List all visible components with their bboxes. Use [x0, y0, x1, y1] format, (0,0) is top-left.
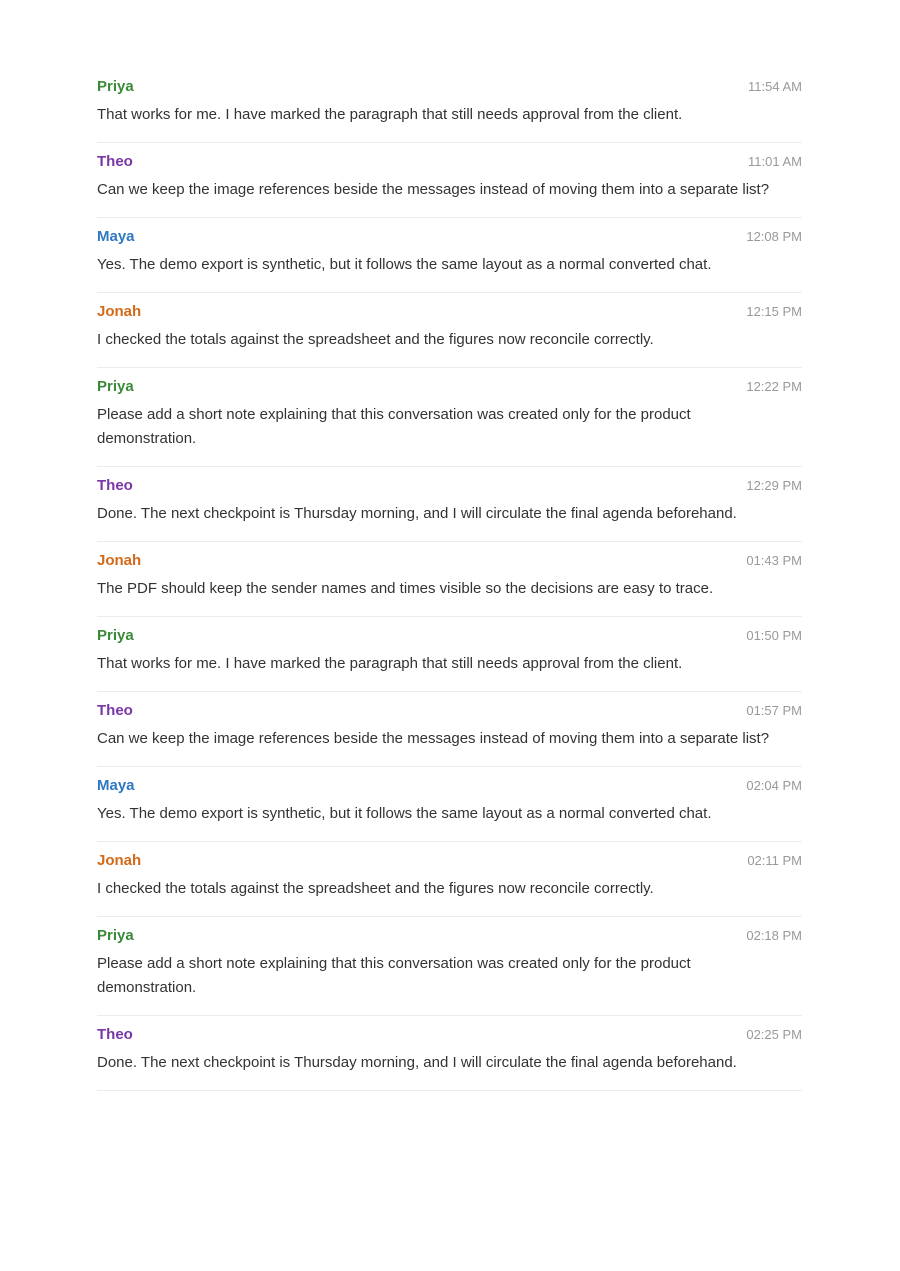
- message-item: [97, 692, 802, 767]
- sender-name: Jonah: [97, 303, 142, 320]
- message-item: [97, 842, 802, 917]
- sender-name: Maya: [97, 777, 135, 794]
- message-text: That works for me. I have marked the paragraph that still needs approval from the client.: [97, 106, 683, 123]
- message-text: Yes. The demo export is synthetic, but it follows the same layout as a normal converted chat.: [97, 805, 712, 822]
- message-time: 12:29 PM: [746, 478, 802, 493]
- message-header: [97, 776, 802, 796]
- message-time: 02:11 PM: [747, 853, 802, 868]
- message-text: Can we keep the image references beside the messages instead of moving them into a separate list?: [97, 181, 770, 198]
- message-header: [97, 77, 802, 97]
- sender-name: Theo: [97, 702, 133, 719]
- message-time: 02:18 PM: [746, 928, 802, 943]
- sender-name: Jonah: [97, 552, 142, 569]
- message-item: [97, 542, 802, 617]
- message-time: 12:22 PM: [746, 379, 802, 394]
- message-item: [97, 917, 802, 1016]
- message-text: That works for me. I have marked the paragraph that still needs approval from the client.: [97, 655, 683, 672]
- message-header: [97, 626, 802, 646]
- message-item: [97, 767, 802, 842]
- message-text: The PDF should keep the sender names and times visible so the decisions are easy to trace.: [97, 580, 714, 597]
- message-list: [97, 68, 802, 1091]
- sender-name: Theo: [97, 477, 133, 494]
- message-header: [97, 701, 802, 721]
- message-header: [97, 851, 802, 871]
- message-text: Please add a short note explaining that this conversation was created only for the product demonstration.: [97, 406, 691, 447]
- message-header: [97, 302, 802, 322]
- message-text: Yes. The demo export is synthetic, but it follows the same layout as a normal converted chat.: [97, 256, 712, 273]
- sender-name: Maya: [97, 228, 135, 245]
- message-item: [97, 467, 802, 542]
- message-time: 12:08 PM: [746, 229, 802, 244]
- sender-name: Theo: [97, 1026, 133, 1043]
- message-time: 11:01 AM: [748, 154, 802, 169]
- message-header: [97, 926, 802, 946]
- message-header: [97, 377, 802, 397]
- message-time: 01:50 PM: [746, 628, 802, 643]
- sender-name: Priya: [97, 927, 134, 944]
- message-time: 01:43 PM: [746, 553, 802, 568]
- sender-name: Theo: [97, 153, 133, 170]
- message-text: Done. The next checkpoint is Thursday morning, and I will circulate the final agenda beforehand.: [97, 505, 737, 522]
- message-text: I checked the totals against the spreadsheet and the figures now reconcile correctly.: [97, 331, 654, 348]
- message-item: [97, 68, 802, 143]
- message-text: Please add a short note explaining that this conversation was created only for the product demonstration.: [97, 955, 691, 996]
- message-header: [97, 1025, 802, 1045]
- message-time: 01:57 PM: [746, 703, 802, 718]
- message-item: [97, 617, 802, 692]
- message-time: 12:15 PM: [746, 304, 802, 319]
- message-header: [97, 551, 802, 571]
- message-item: [97, 293, 802, 368]
- sender-name: Priya: [97, 378, 134, 395]
- message-item: [97, 1016, 802, 1091]
- message-time: 02:25 PM: [746, 1027, 802, 1042]
- message-item: [97, 368, 802, 467]
- message-time: 02:04 PM: [746, 778, 802, 793]
- message-item: [97, 218, 802, 293]
- message-text: Done. The next checkpoint is Thursday morning, and I will circulate the final agenda beforehand.: [97, 1054, 737, 1071]
- message-header: [97, 476, 802, 496]
- message-item: [97, 143, 802, 218]
- sender-name: Priya: [97, 627, 134, 644]
- sender-name: Priya: [97, 78, 134, 95]
- message-time: 11:54 AM: [748, 79, 802, 94]
- message-header: [97, 227, 802, 247]
- message-header: [97, 152, 802, 172]
- message-text: Can we keep the image references beside the messages instead of moving them into a separate list?: [97, 730, 770, 747]
- sender-name: Jonah: [97, 852, 142, 869]
- message-text: I checked the totals against the spreadsheet and the figures now reconcile correctly.: [97, 880, 654, 897]
